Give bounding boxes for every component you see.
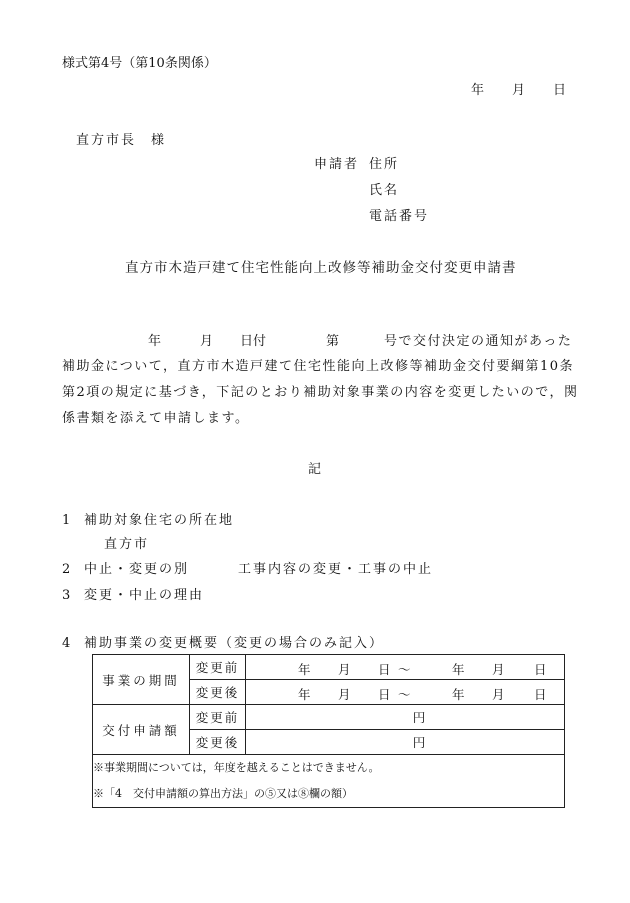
amount-before: 円 — [246, 705, 565, 730]
section-3 — [62, 584, 204, 603]
submission-date — [471, 79, 566, 98]
date-day: 日 — [552, 83, 566, 98]
ki-heading: 記 — [308, 462, 322, 477]
before-label: 変更前 — [190, 655, 246, 680]
form-number: 様式第4号（第10条関係） — [62, 56, 217, 71]
section-4-number: 4 — [62, 636, 71, 651]
body-paragraph: 補助金について，直方市木造戸建て住宅性能向上改修等補助金交付要綱第10条第2項の規定に基づき，下記のとおり補助対象事業の内容を変更したいので，関係書類を添えて申請します。 — [62, 359, 579, 426]
section-2 — [62, 558, 189, 577]
section-2-label: 中止・変更の別 — [84, 562, 190, 577]
section-3-label: 変更・中止の理由 — [84, 588, 205, 603]
amount-label: 交付申請額 — [93, 705, 190, 755]
section-3-number: 3 — [62, 588, 71, 603]
section-1-number: 1 — [62, 513, 71, 528]
applicant-name-label: 氏名 — [369, 183, 400, 198]
section-2-number: 2 — [62, 562, 71, 577]
after-label: 変更後 — [190, 730, 246, 755]
period-after: 年 月 日 ～ 年 月 日 — [246, 680, 565, 705]
table-row — [93, 655, 565, 680]
line1-year: 年 — [148, 334, 162, 349]
line1-day: 日付 — [240, 334, 267, 349]
table-row — [93, 755, 565, 808]
section-4 — [62, 632, 384, 651]
period-before: 年 月 日 ～ 年 月 日 — [246, 655, 565, 680]
before-label: 変更前 — [190, 705, 246, 730]
change-summary-table — [92, 654, 565, 808]
applicant-phone-label: 電話番号 — [369, 209, 430, 224]
applicant-label: 申請者 — [314, 157, 360, 172]
table-row — [93, 705, 565, 730]
amount-after: 円 — [246, 730, 565, 755]
document-title: 直方市木造戸建て住宅性能向上改修等補助金交付変更申請書 — [125, 260, 517, 276]
section-2-value: 工事内容の変更・工事の中止 — [238, 562, 434, 577]
section-1 — [62, 509, 234, 528]
section-1-value: 直方市 — [104, 537, 150, 552]
section-4-label: 補助事業の変更概要（変更の場合のみ記入） — [84, 636, 385, 651]
date-year: 年 — [470, 83, 484, 98]
addressee: 直方市長 様 — [76, 133, 167, 148]
line1-rest: 号で交付決定の通知があった — [384, 334, 573, 349]
after-label: 変更後 — [190, 680, 246, 705]
date-month: 月 — [511, 83, 525, 98]
period-label: 事業の期間 — [93, 655, 190, 705]
note-period: ※事業期間については，年度を越えることはできません。 — [93, 761, 380, 774]
line1-month: 月 — [200, 334, 214, 349]
line1-dai: 第 — [326, 334, 340, 349]
note-amount: ※「4 交付申請額の算出方法」の⑤又は⑧欄の額） — [93, 787, 353, 800]
table-notes — [93, 755, 565, 808]
applicant-address-label: 住所 — [369, 157, 400, 172]
section-1-label: 補助対象住宅の所在地 — [84, 513, 235, 528]
